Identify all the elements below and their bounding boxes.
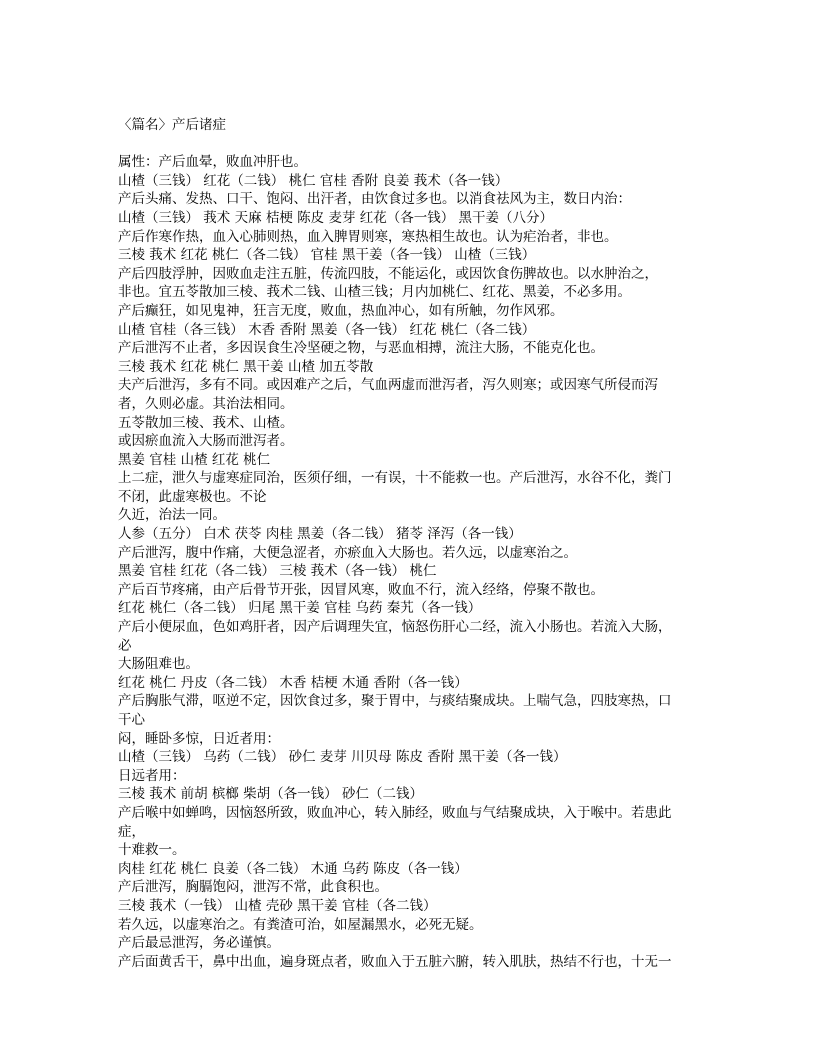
text-line: 产后泄泻，胸膈饱闷，泄泻不常，此食积也。 xyxy=(118,879,388,896)
text-line: 必 xyxy=(118,637,132,654)
text-line: 十难救一。 xyxy=(118,842,186,859)
text-line: 产后四肢浮肿，因败血走注五脏，传流四肢，不能运化，或因饮食伤脾故也。以水肿治之， xyxy=(118,265,658,282)
text-line: 产后癫狂，如见鬼神，狂言无度，败血，热血冲心，如有所触，勿作风邪。 xyxy=(118,302,564,319)
text-line: 产后面黄舌干，鼻中出血，遍身斑点者，败血入于五脏六腑，转入肌肤，热结不行也，十无一 xyxy=(118,953,672,970)
text-line: 山楂（三钱） 乌药（二钱） 砂仁 麦芽 川贝母 陈皮 香附 黑干姜（各一钱） xyxy=(118,749,567,766)
text-line: 或因瘀血流入大肠而泄泻者。 xyxy=(118,433,294,450)
text-line: 肉桂 红花 桃仁 良姜（各二钱） 木通 乌药 陈皮（各一钱） xyxy=(118,860,468,877)
text-line: 大肠阻难也。 xyxy=(118,656,199,673)
text-line: 三棱 莪术 前胡 槟榔 柴胡（各一钱） 砂仁（二钱） xyxy=(118,786,423,803)
text-line: 三棱 莪术 红花 桃仁（各二钱） 官桂 黑干姜（各一钱） 山楂（三钱） xyxy=(118,247,536,264)
text-line: 山楂（三钱） 莪术 天麻 桔梗 陈皮 麦芽 红花（各一钱） 黑干姜（八分） xyxy=(118,209,554,226)
text-line: 山楂（三钱） 红花（二钱） 桃仁 官桂 香附 良姜 莪术（各一钱） xyxy=(118,172,509,189)
blank-line xyxy=(118,135,704,154)
text-line: 人参（五分） 白术 茯苓 肉桂 黑姜（各二钱） 猪苓 泽泻（各一钱） xyxy=(118,526,522,543)
text-line: 闷，睡卧多惊，日近者用： xyxy=(118,730,280,747)
text-line: 产后胸胀气滞，呕逆不定，因饮食过多，聚于胃中，与痰结聚成块。上喘气急，四肢寒热，口 xyxy=(118,693,672,710)
text-line: 干心 xyxy=(118,712,145,728)
text-line: 若久远，以虚寒治之。有粪渣可治，如屋漏黑水，必死无疑。 xyxy=(118,916,483,933)
text-line: 夫产后泄泻，多有不同。或因难产之后，气血两虚而泄泻者，泻久则寒；或因寒气所侵而泻 xyxy=(118,377,658,394)
text-line: 红花 桃仁 丹皮（各二钱） 木香 桔梗 木通 香附（各一钱） xyxy=(118,674,468,691)
text-line: 不闭，此虚寒极也。不论 xyxy=(118,488,267,505)
text-line: 产后喉中如蝉鸣，因恼怒所致，败血冲心，转入肺经，败血与气结聚成块，入于喉中。若患此 xyxy=(118,804,672,821)
text-line: 三棱 莪术（一钱） 山楂 壳砂 黑干姜 官桂（各二钱） xyxy=(118,897,437,914)
text-line: 上二症，泄久与虚寒症同治，医须仔细，一有误，十不能救一也。产后泄泻，水谷不化，粪门 xyxy=(118,470,672,487)
text-line: 产后小便尿血，色如鸡肝者，因产后调理失宜，恼怒伤肝心二经，流入小肠也。若流入大肠， xyxy=(118,619,672,636)
text-line: 日远者用： xyxy=(118,767,186,784)
text-line: 属性：产后血晕，败血冲肝也。 xyxy=(118,154,307,171)
text-line: 产后泄泻，腹中作痛，大便急涩者，亦瘀血入大肠也。若久远，以虚寒治之。 xyxy=(118,544,577,561)
text-line: 产后最忌泄泻，务必谨慎。 xyxy=(118,935,280,952)
document-page xyxy=(118,116,704,971)
text-line: 症， xyxy=(118,823,145,840)
text-line: 非也。宜五苓散加三棱、莪术二钱、山楂三钱；月内加桃仁、红花、黑姜，不必多用。 xyxy=(118,284,631,301)
text-line: 红花 桃仁（各二钱） 归尾 黑干姜 官桂 乌药 秦艽（各一钱） xyxy=(118,600,482,617)
text-line: 三棱 莪术 红花 桃仁 黑干姜 山楂 加五苓散 xyxy=(118,358,374,375)
document-title: 〈篇名〉产后诸症 xyxy=(118,117,226,133)
text-line: 久近，治法一同。 xyxy=(118,507,226,524)
text-line: 产后头痛、发热、口干、饱闷、出汗者，由饮食过多也。以消食祛风为主，数日内治： xyxy=(118,191,631,208)
document-body xyxy=(118,153,704,971)
text-line: 者，久则必虚。其治法相同。 xyxy=(118,395,294,412)
text-line: 产后泄泻不止者，多因误食生冷坚硬之物，与恶血相搏，流注大肠，不能克化也。 xyxy=(118,340,604,357)
text-line: 产后作寒作热，血入心肺则热，血入脾胃则寒，寒热相生故也。认为疟治者，非也。 xyxy=(118,228,618,245)
text-line: 产后百节疼痛，由产后骨节开张，因冒风寒，败血不行，流入经络，停聚不散也。 xyxy=(118,581,604,598)
text-line: 黑姜 官桂 山楂 红花 桃仁 xyxy=(118,451,271,468)
text-line: 黑姜 官桂 红花（各二钱） 三棱 莪术（各一钱） 桃仁 xyxy=(118,563,437,580)
text-line: 山楂 官桂（各三钱） 木香 香附 黑姜（各一钱） 红花 桃仁（各二钱） xyxy=(118,321,536,338)
text-line: 五苓散加三棱、莪术、山楂。 xyxy=(118,414,294,431)
